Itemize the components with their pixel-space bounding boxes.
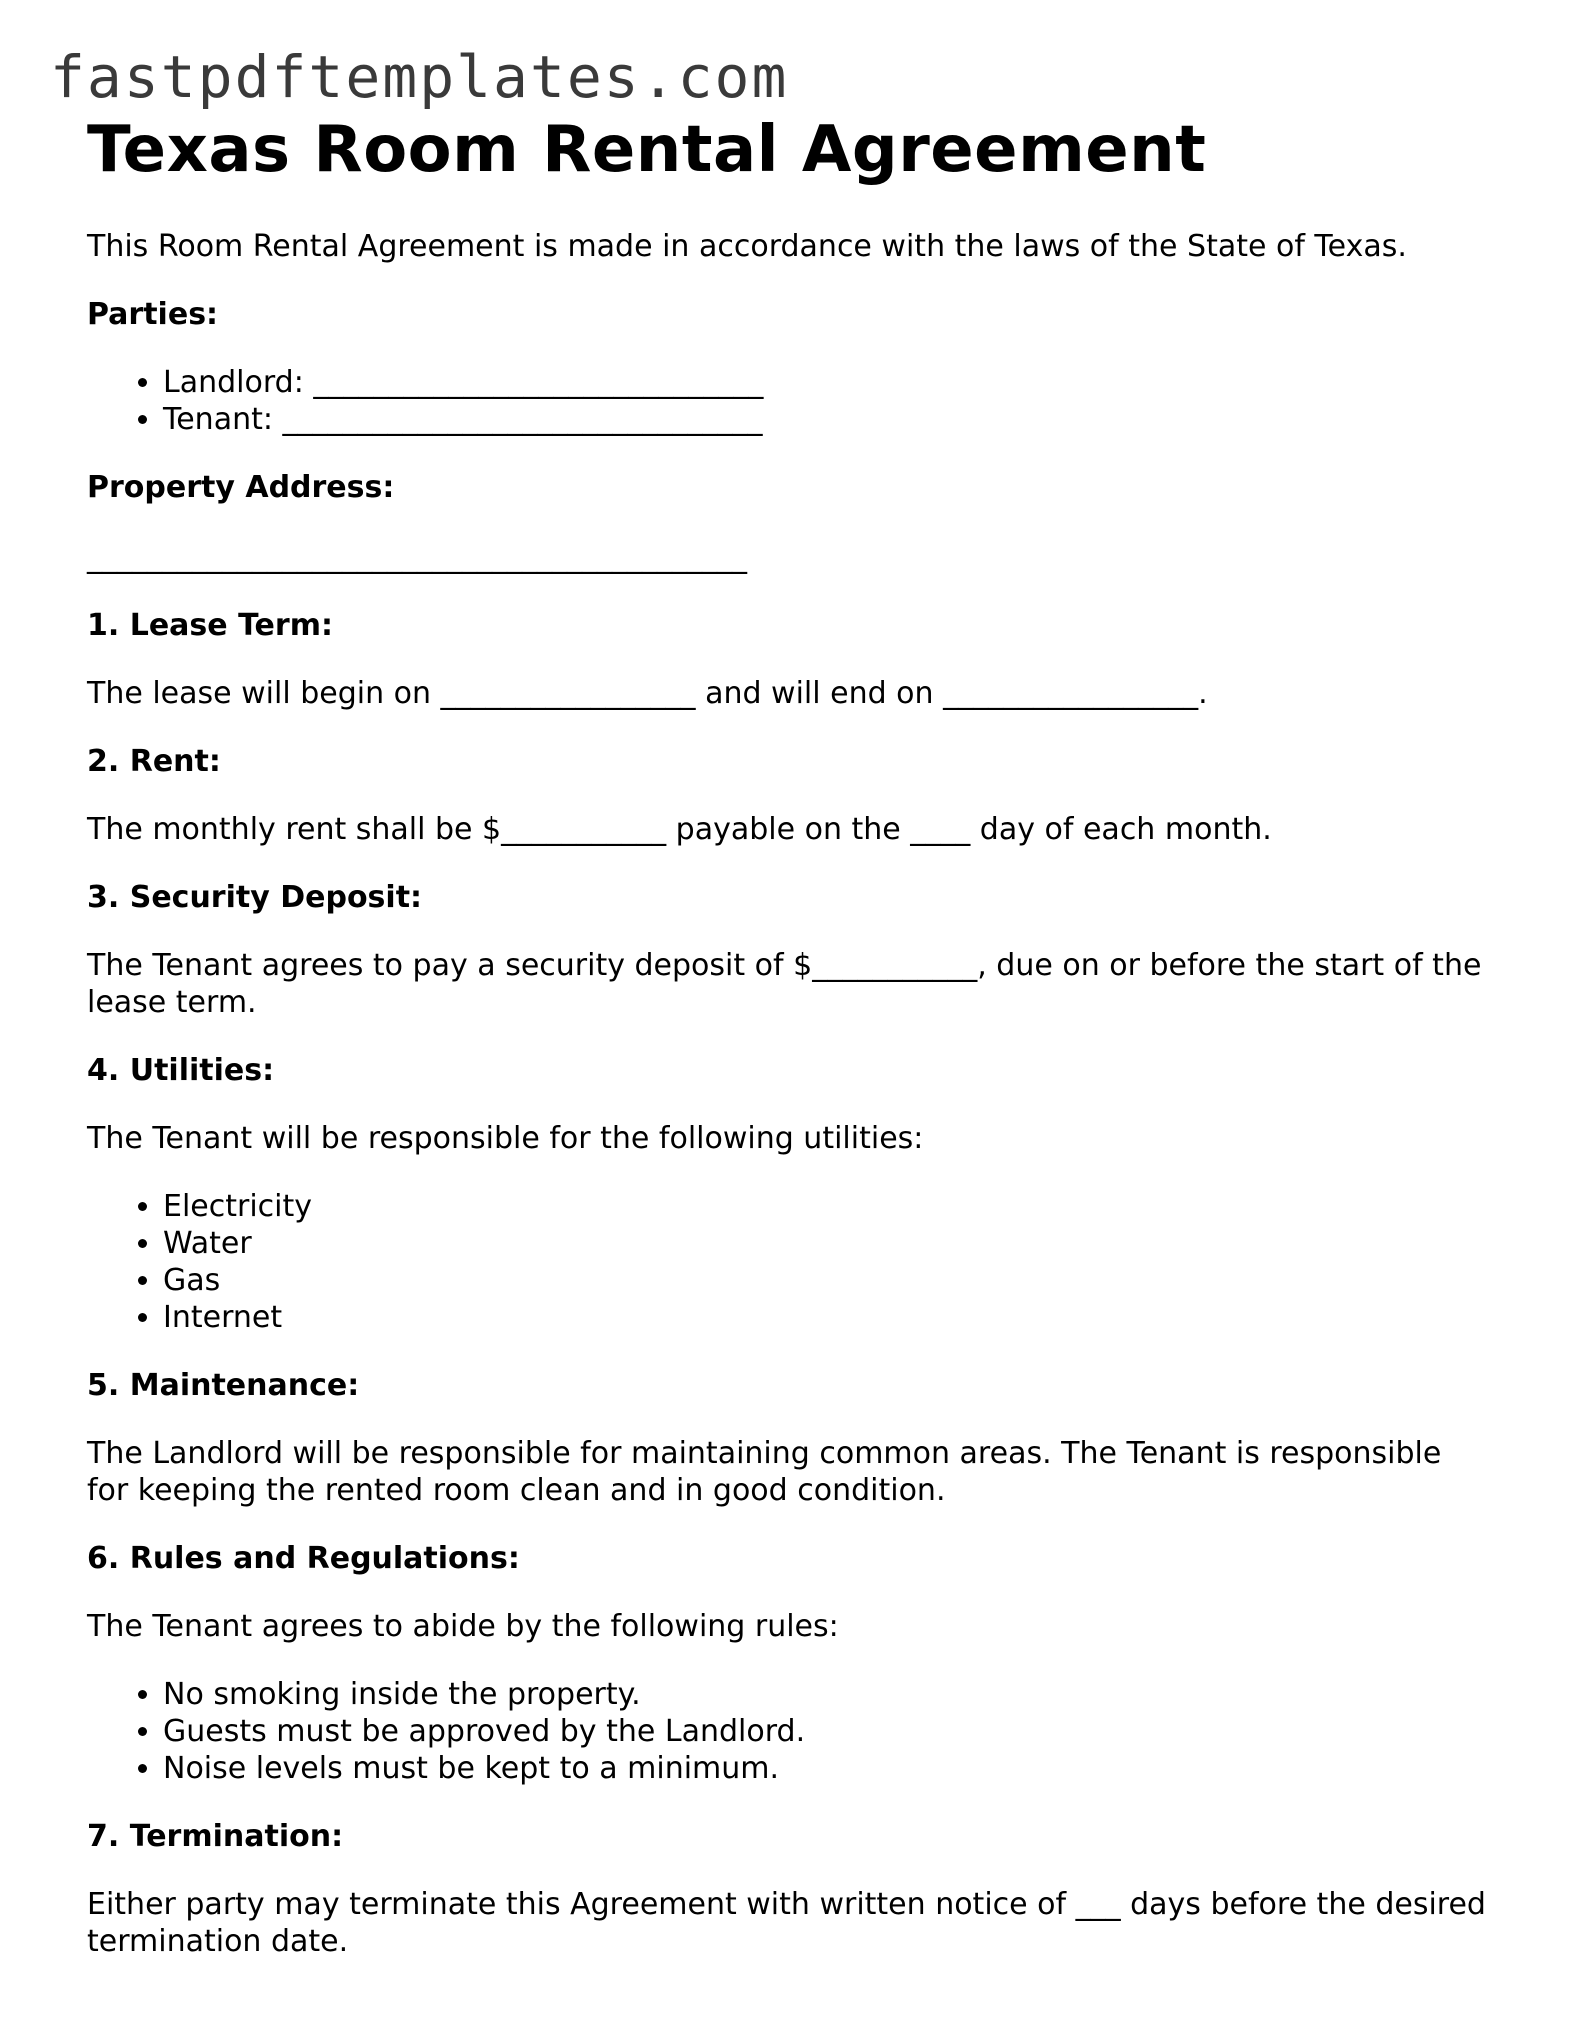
- section-text-security-deposit: The Tenant agrees to pay a security deposit of $___________, due on or before the start of the lease term.: [87, 948, 1482, 1020]
- list-item: • Gas: [163, 1262, 1487, 1299]
- property-address-line: ____________________________________________: [87, 540, 747, 575]
- section-text-utilities: The Tenant will be responsible for the following utilities:: [87, 1121, 924, 1156]
- rules-list: [87, 1676, 1487, 1787]
- watermark: fastpdftemplates.com: [50, 43, 789, 111]
- document-body: [87, 112, 1487, 1960]
- section-heading-security-deposit: 3. Security Deposit:: [87, 880, 423, 915]
- property-address-label: Property Address:: [87, 470, 395, 505]
- list-item: • Internet: [163, 1299, 1487, 1336]
- section-text-termination: Either party may terminate this Agreement with written notice of ___ days before the desired termination date.: [87, 1887, 1486, 1959]
- list-item-tenant: • Tenant: ________________________________: [163, 401, 1487, 438]
- utilities-list: [87, 1188, 1487, 1336]
- section-text-maintenance: The Landlord will be responsible for maintaining common areas. The Tenant is responsible for keeping the rented room clean and in good condition.: [87, 1436, 1442, 1508]
- list-item: • Electricity: [163, 1188, 1487, 1225]
- list-item: • Water: [163, 1225, 1487, 1262]
- list-item: • Noise levels must be kept to a minimum.: [163, 1750, 1487, 1787]
- section-heading-maintenance: 5. Maintenance:: [87, 1368, 360, 1403]
- section-text-rent: The monthly rent shall be $___________ payable on the ____ day of each month.: [87, 812, 1272, 847]
- section-heading-rent: 2. Rent:: [87, 744, 221, 779]
- list-item: • Guests must be approved by the Landlord.: [163, 1713, 1487, 1750]
- section-heading-utilities: 4. Utilities:: [87, 1053, 275, 1088]
- list-item-landlord: • Landlord: ______________________________: [163, 364, 1487, 401]
- intro-paragraph: This Room Rental Agreement is made in accordance with the laws of the State of Texas.: [87, 229, 1407, 264]
- section-text-rules: The Tenant agrees to abide by the following rules:: [87, 1609, 839, 1644]
- section-text-lease-term: The lease will begin on _________________ and will end on _________________.: [87, 676, 1208, 711]
- parties-label: Parties:: [87, 297, 219, 332]
- list-item: • No smoking inside the property.: [163, 1676, 1487, 1713]
- section-heading-termination: 7. Termination:: [87, 1819, 344, 1854]
- parties-list: [87, 364, 1487, 438]
- section-heading-rules: 6. Rules and Regulations:: [87, 1541, 520, 1576]
- section-heading-lease-term: 1. Lease Term:: [87, 608, 333, 643]
- document-title: Texas Room Rental Agreement: [87, 113, 1207, 187]
